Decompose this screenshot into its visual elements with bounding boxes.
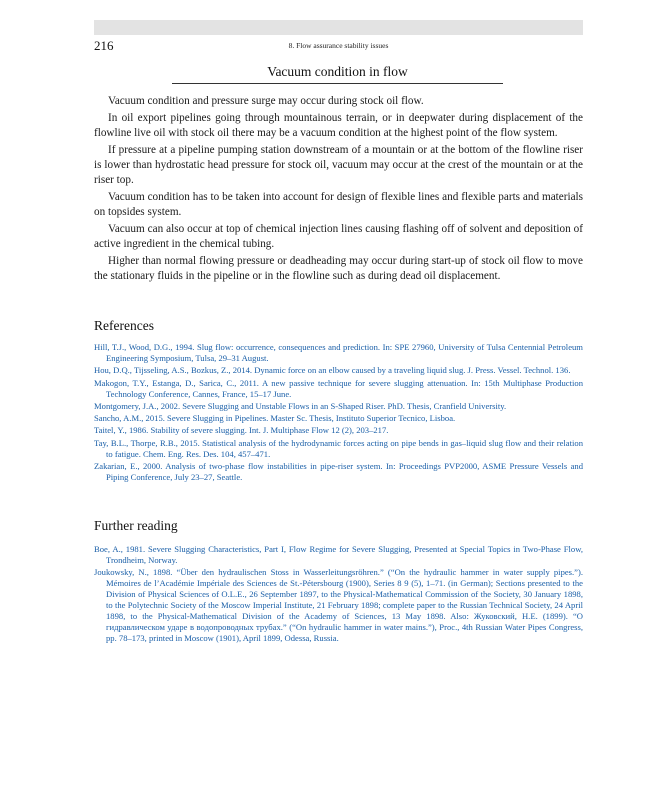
- paragraph: Vacuum can also occur at top of chemical injection lines causing flashing off of solvent and deposition of active ingredient in the chemical tubing.: [94, 223, 583, 250]
- reference-list: [94, 342, 583, 484]
- reference-item[interactable]: Taitel, Y., 1986. Stability of severe slugging. Int. J. Multiphase Flow 12 (2), 203–217.: [94, 425, 389, 436]
- paragraph: Vacuum condition has to be taken into account for design of flexible lines and flexible parts and materials on topsides system.: [94, 191, 583, 218]
- reference-item[interactable]: Tay, B.L., Thorpe, R.B., 2015. Statistical analysis of the hydrodynamic forces acting on pipe bends in gas–liquid slug flow and their relation to fatigue. Chem. Eng. Res. Des. 104, 457–471.: [94, 437, 583, 459]
- section-title: Vacuum condition in flow: [172, 64, 503, 84]
- paragraph: If pressure at a pipeline pumping station downstream of a mountain or at the bottom of the flowline riser is lower than hydrostatic head pressure for stock oil, vacuum may occur at the crest of the mountain or at the riser top.: [94, 144, 583, 186]
- reference-item[interactable]: Hill, T.J., Wood, D.G., 1994. Slug flow: occurrence, consequences and prediction. In: SPE 27960, University of Tulsa Centennial Petroleum Engineering Symposium, Tulsa, 29–31 August.: [94, 342, 583, 363]
- paragraph: Higher than normal flowing pressure or deadheading may occur during start-up of stock oil flow to move the stationary fluids in the pipeline or in the flowline such as during dead oil displacement.: [94, 255, 583, 282]
- body-text: [94, 94, 583, 286]
- running-head: 8. Flow assurance stability issues: [288, 41, 389, 50]
- reference-item[interactable]: Sancho, A.M., 2015. Severe Slugging in Pipelines. Master Sc. Thesis, Instituto Superior Tecnico, Lisboa.: [94, 413, 456, 424]
- reference-item[interactable]: Montgomery, J.A., 2002. Severe Slugging and Unstable Flows in an S-Shaped Riser. PhD. Thesis, Cranfield University.: [94, 400, 507, 411]
- further-reading-heading: Further reading: [94, 518, 178, 533]
- further-reading-item[interactable]: Boe, A., 1981. Severe Slugging Characteristics, Part I, Flow Regime for Severe Slugging, Presented at Special Topics in Two-Phase Flow, Trondheim, Norway.: [94, 544, 583, 565]
- reference-item[interactable]: Makogon, T.Y., Estanga, D., Sarica, C., 2011. A new passive technique for severe slugging attenuation. In: 15th Multiphase Production Technology Conference, Cannes, France, 15–17 June.: [94, 377, 583, 399]
- references-heading: References: [94, 318, 154, 333]
- page-header: [94, 36, 583, 56]
- paragraph: In oil export pipelines going through mountainous terrain, or in deepwater during displacement of the flowline live oil with stock oil there may be a vacuum condition at the highest point of the flow system.: [94, 112, 583, 139]
- reference-item[interactable]: Hou, D.Q., Tijsseling, A.S., Bozkus, Z., 2014. Dynamic force on an elbow caused by a traveling liquid slug. J. Press. Vessel. Technol. 136.: [94, 365, 571, 376]
- page-number: 216: [94, 38, 114, 53]
- further-reading-list: [94, 544, 583, 646]
- reference-item[interactable]: Zakarian, E., 2000. Analysis of two-phase flow instabilities in pipe-riser system. In: Proceedings PVP2000, ASME Pressure Vessels and Piping Conference, July 23–27, Seattle.: [94, 461, 583, 483]
- paragraph: Vacuum condition and pressure surge may occur during stock oil flow.: [108, 95, 424, 107]
- header-bar: [94, 20, 583, 35]
- further-reading-item[interactable]: Joukowsky, N., 1898. “Über den hydraulischen Stoss in Wasserleitungsröhren.” (“On the hydraulic hammer in water supply pipes.”). Mémoires de l’Académie Impériale des Sciences de St.-Pétersbourg (1900), Series 8 9 (5), 1–71. (in German); Sections presented to the Division of Physical Sciences of O.L.E., 26 September 1897, to the Physical-Mathematical Commission of the Society, 30 January 1898, to the Polytechnic Society of the Moscow Imperial Institute, 21 February 1898; complete paper to the Russian Technical Society, 24 April 1898, to the Physical-Mathematical Division of the Academy of Sciences, 13 May 1898. Also: Жуковский, Н.Е. (1899). “О гидравлическом ударе в водопроводных трубах.” (“On hydraulic hammer in water mains.”), Proc., 4th Russian Water Pipes Congress, pp. 78–173, printed in Moscow (1901), April 1899, Odessa, Russia.: [94, 567, 583, 644]
